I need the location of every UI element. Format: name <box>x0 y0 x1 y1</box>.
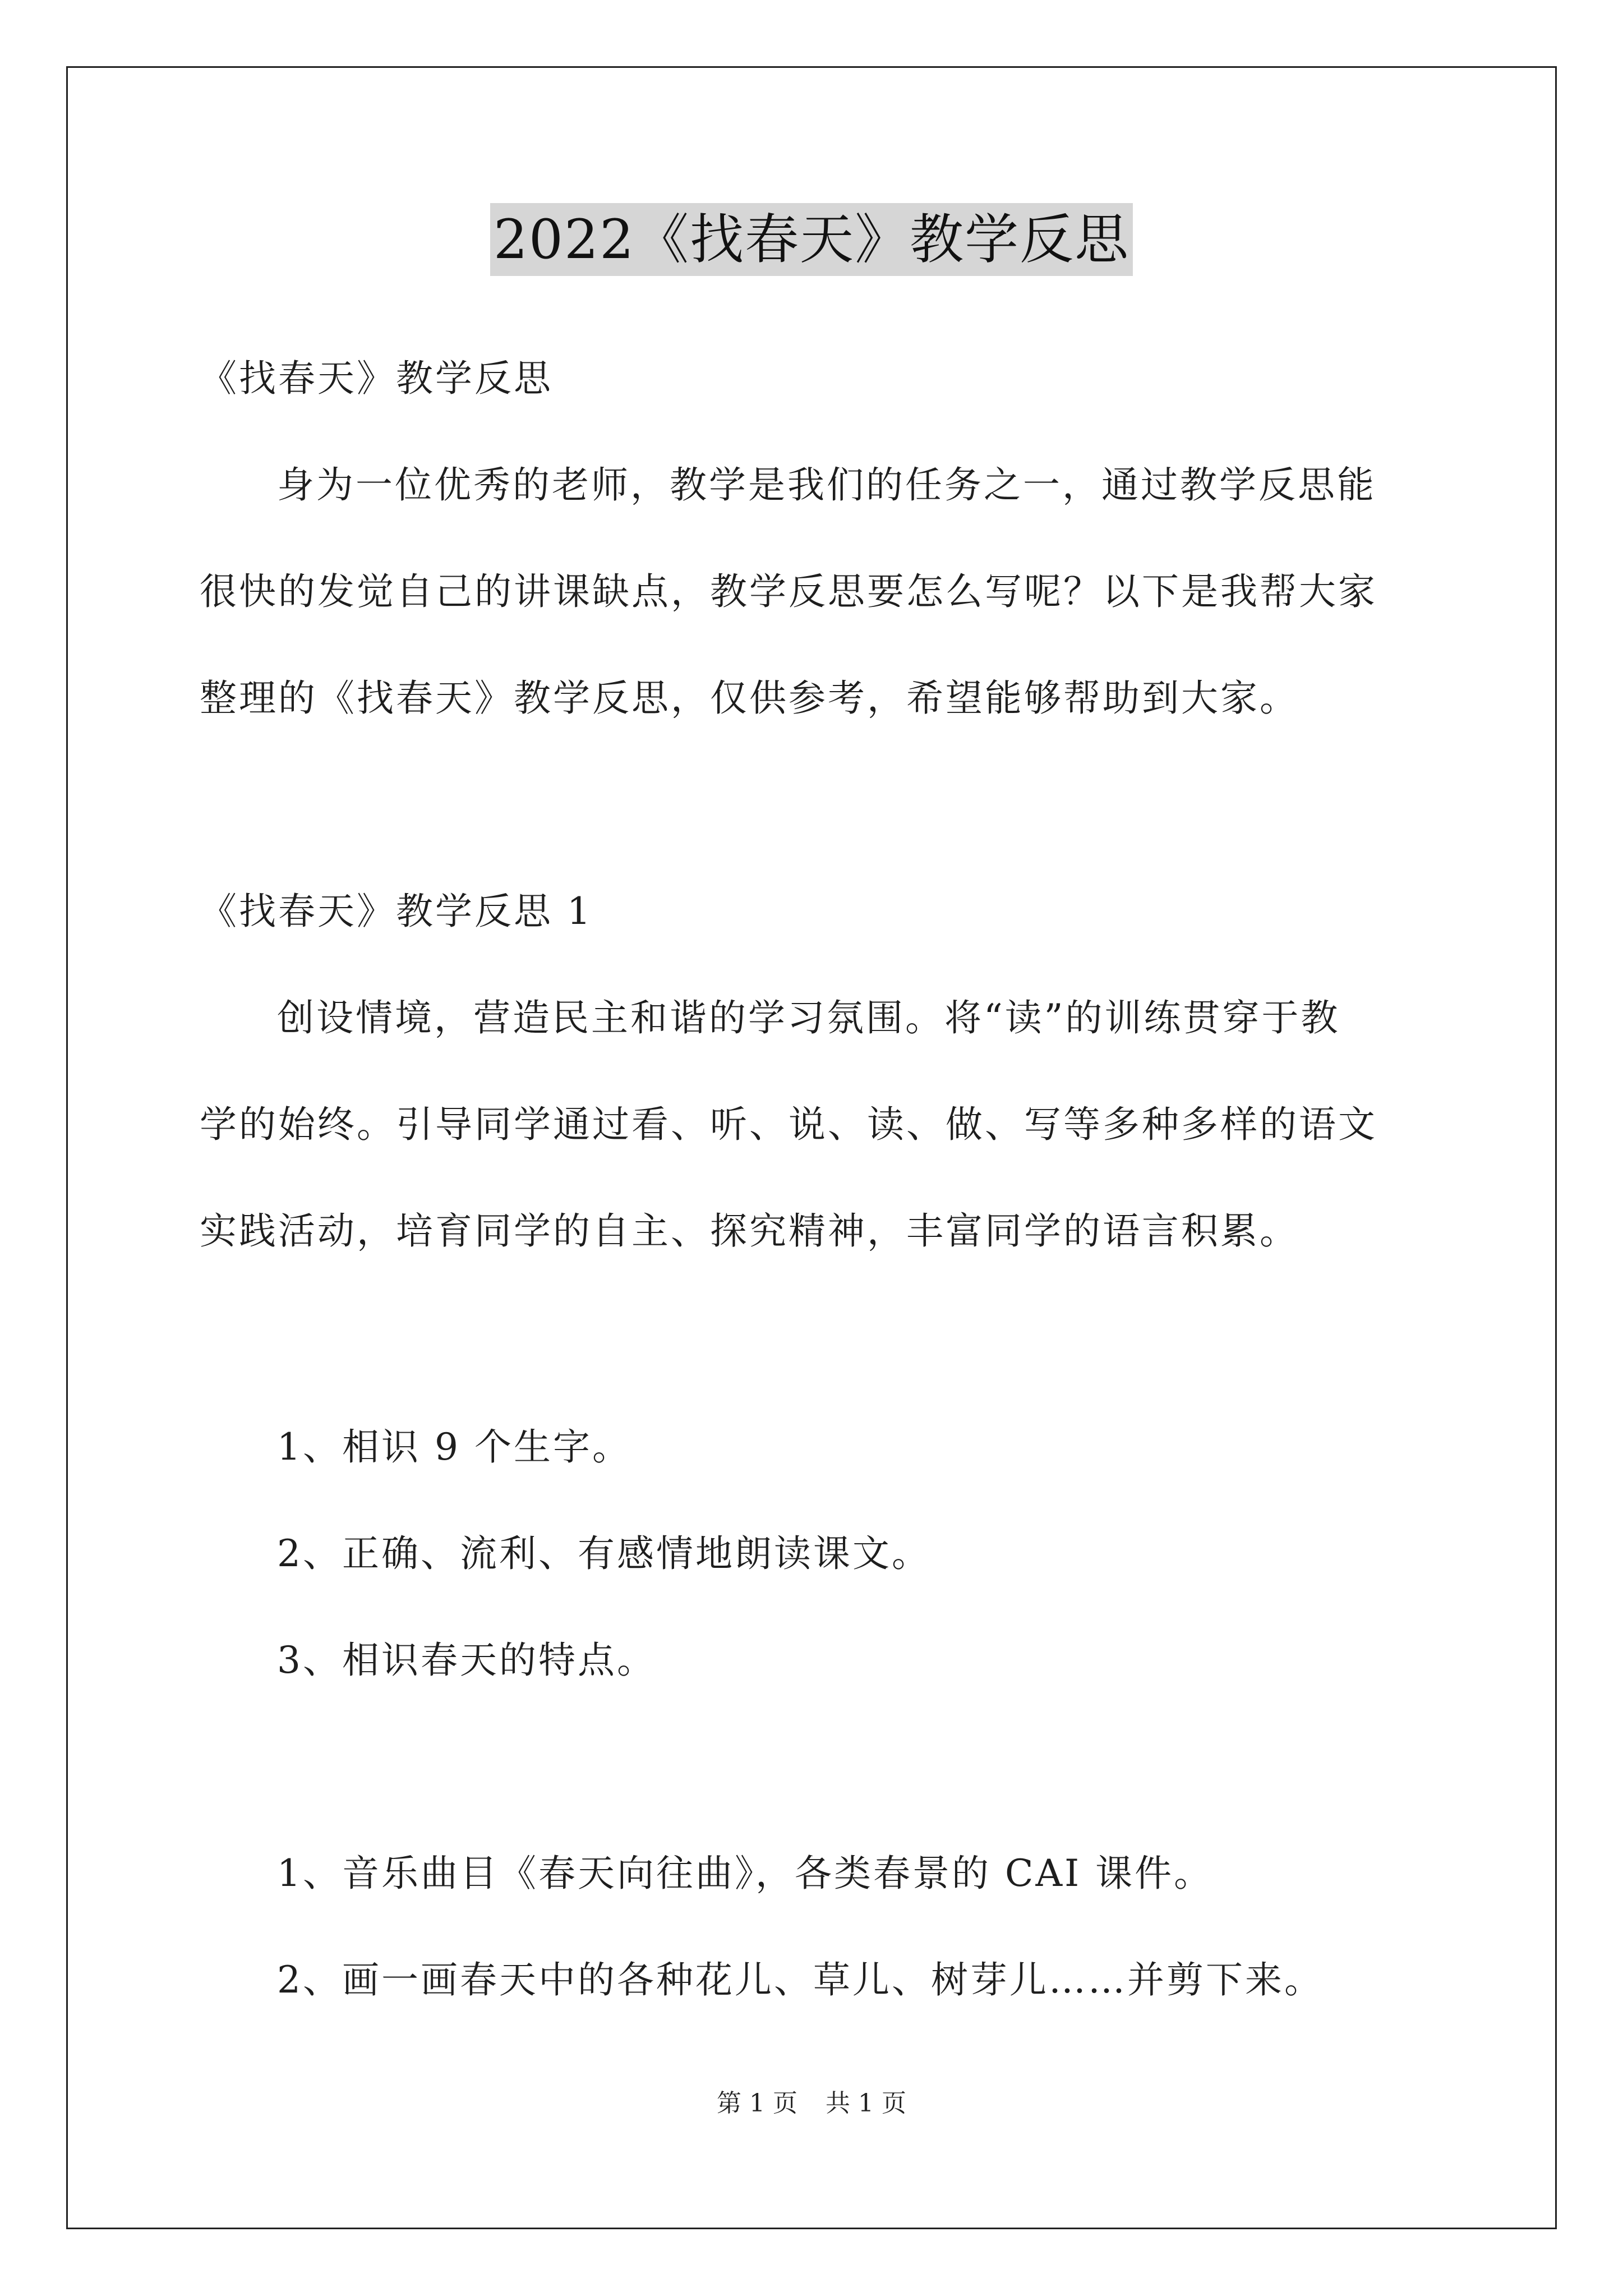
goal-item-3: 3、相识春天的特点。 <box>277 1639 656 1682</box>
page-total: 共 1 页 <box>826 2089 906 2118</box>
section-line-1: 创设情境，营造民主和谐的学习氛围。将“读”的训练贯穿于教 <box>277 996 1340 1039</box>
section-heading: 《找春天》教学反思 1 <box>200 890 593 933</box>
section-line-2: 学的始终。引导同学通过看、听、说、读、做、写等多种多样的语文 <box>200 1103 1377 1146</box>
prep-item-2: 2、画一画春天中的各种花儿、草儿、树芽儿……并剪下来。 <box>277 1958 1324 2001</box>
document-title: 2022《找春天》教学反思 <box>490 203 1133 276</box>
intro-line-3: 整理的《找春天》教学反思，仅供参考，希望能够帮助到大家。 <box>200 677 1299 720</box>
intro-line-2: 很快的发觉自己的讲课缺点，教学反思要怎么写呢？以下是我帮大家 <box>200 570 1377 613</box>
intro-line-1: 身为一位优秀的老师，教学是我们的任务之一，通过教学反思能 <box>277 463 1376 507</box>
section-line-3: 实践活动，培育同学的自主、探究精神，丰富同学的语言积累。 <box>200 1209 1299 1253</box>
page-footer <box>0 2087 1623 2120</box>
goal-item-1: 1、相识 9 个生字。 <box>277 1425 631 1469</box>
document-subtitle: 《找春天》教学反思 <box>200 357 553 400</box>
page-number: 第 1 页 <box>717 2089 797 2118</box>
prep-item-1: 1、音乐曲目《春天向往曲》，各类春景的 CAI 课件。 <box>277 1852 1214 1895</box>
title-container <box>0 203 1623 276</box>
goal-item-2: 2、正确、流利、有感情地朗读课文。 <box>277 1532 931 1575</box>
